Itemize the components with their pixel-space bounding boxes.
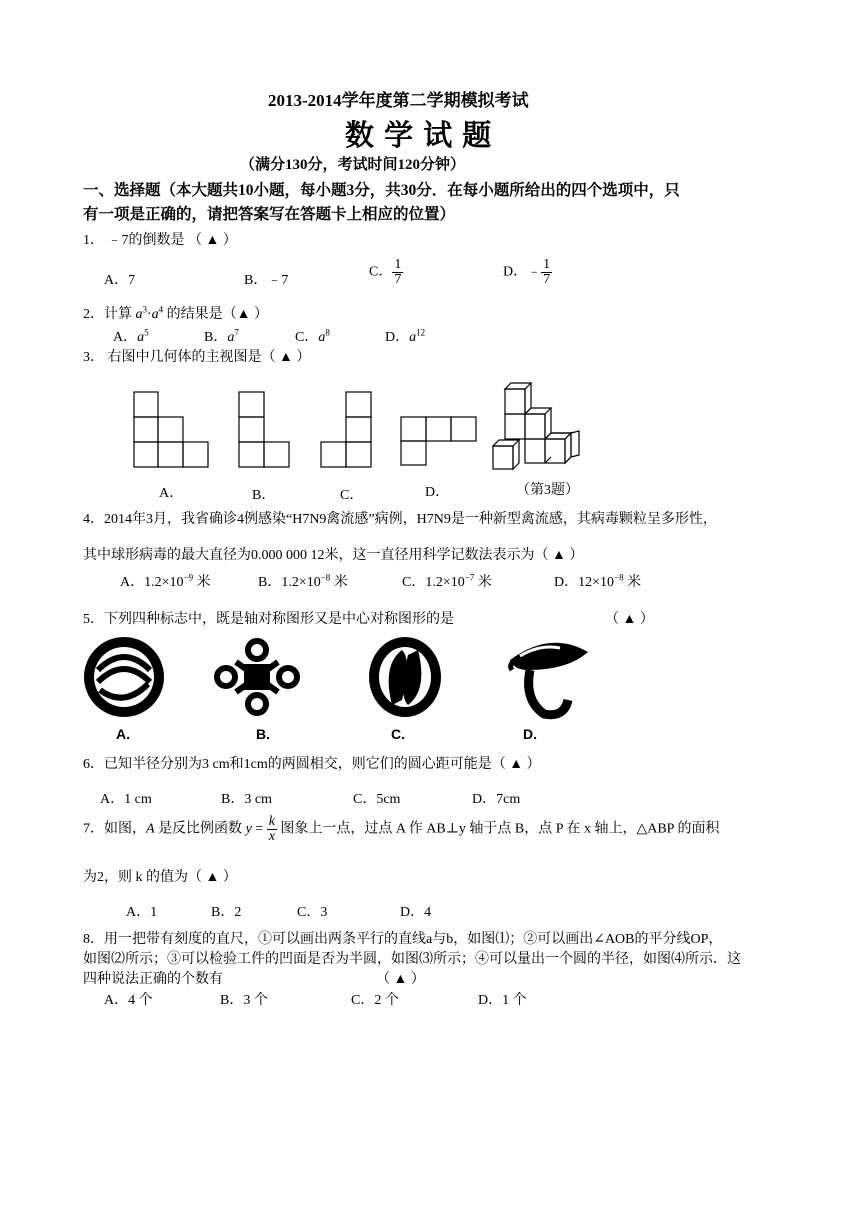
q2-option-d <box>385 326 425 346</box>
q2-b-exp: 7 <box>234 327 239 338</box>
q4-a-exp: −9 <box>183 572 194 583</box>
q6-option-d: D．7cm <box>472 792 521 807</box>
q2-b-label: B． <box>204 330 228 345</box>
q5-logo-a-icon <box>84 637 164 717</box>
q1-c-numerator: 1 <box>394 257 402 272</box>
q2-stem-post: 的结果是（▲ ） <box>163 307 269 322</box>
q4-d-exp: −8 <box>614 572 624 583</box>
q7-y: y <box>245 821 252 837</box>
q3-view-c-figure <box>321 392 371 467</box>
q2-base-a2: a <box>151 307 159 322</box>
q4-b-exp: −8 <box>320 572 331 583</box>
exam-year-title: 2013-2014学年度第二学期模拟考试 <box>268 91 529 110</box>
q4-c-exp: −7 <box>464 572 475 583</box>
q3-view-d-figure <box>401 417 476 465</box>
q5-option-d: D. <box>523 726 537 742</box>
q7-fraction <box>267 815 277 844</box>
q2-stem <box>83 303 268 323</box>
q2-stem-pre: 2．计算 <box>83 307 136 322</box>
q8-line2: 如图⑵所示；③可以检验工件的凹面是否为半圆，如图⑶所示；④可以量出一个圆的半径，如图⑷所示．这 <box>83 952 741 967</box>
q8-option-d: D．1 个 <box>478 993 527 1008</box>
q6-option-a: A．1 cm <box>100 792 152 807</box>
q6-stem: 6．已知半径分别为3 cm和1cm的两圆相交，则它们的圆心距可能是（ ▲ ） <box>83 757 541 772</box>
q1-option-c-label: C． <box>369 264 393 280</box>
q4-b-pre: B．1.2×10 <box>258 575 321 590</box>
q2-b-base: a <box>227 330 235 345</box>
q4-line1: 4．2014年3月，我省确诊4例感染“H7N9禽流感”病例，H7N9是一种新型禽流感，其病毒颗粒呈多形性， <box>83 512 717 527</box>
q5-logo-c-icon <box>369 637 441 717</box>
q1-option-a: A．7 <box>104 273 136 288</box>
q2-exp3: 3 <box>142 304 147 315</box>
q5-stem: 5．下列四种标志中，既是轴对称图形又是中心对称图形的是 <box>83 612 454 627</box>
q5-logo-b-icon <box>217 641 297 713</box>
q7-mid1: 是反比例函数 <box>154 821 246 837</box>
q2-a-label: A． <box>113 330 138 345</box>
q3-option-b: B． <box>252 488 276 503</box>
q4-b-post: 米 <box>330 575 348 590</box>
q1-option-d-fraction <box>541 258 552 287</box>
q2-c-base: a <box>318 330 326 345</box>
q3-option-c: C． <box>340 488 364 503</box>
q1-c-denominator: 7 <box>394 272 402 287</box>
section1-instruction-line1: 一、选择题（本大题共10小题，每小题3分，共30分．在每小题所给出的四个选项中，只 <box>83 182 680 199</box>
q5-option-b: B. <box>256 726 270 742</box>
q4-option-a <box>120 571 211 591</box>
q7-line1 <box>83 815 719 844</box>
q7-point-a: A <box>146 821 155 837</box>
q1-option-b: B．﹣7 <box>244 273 289 288</box>
q2-a-base: a <box>137 330 145 345</box>
q4-option-d <box>554 571 641 591</box>
q2-exp4: 4 <box>158 304 164 315</box>
q7-line2: 为2，则 k 的值为（ ▲ ） <box>83 870 237 885</box>
subject-title: 数 学 试 题 <box>345 118 492 152</box>
q6-option-b: B．3 cm <box>221 792 272 807</box>
q5-answer-mark: （ ▲ ） <box>605 612 654 627</box>
q2-d-label: D． <box>385 330 410 345</box>
q3-view-a-figure <box>134 392 208 467</box>
q4-d-post: 米 <box>623 575 642 590</box>
q5-logo-d-icon <box>510 643 588 715</box>
q7-option-d: D．4 <box>400 905 432 920</box>
q4-a-post: 米 <box>193 575 211 590</box>
q3-figure-caption: （第3题） <box>516 483 579 498</box>
q2-a-exp: 5 <box>144 327 149 338</box>
q6-option-c: C．5cm <box>353 792 401 807</box>
q1-option-c <box>369 258 403 287</box>
q8-line1: 8．用一把带有刻度的直尺，①可以画出两条平行的直线a与b，如图⑴；②可以画出∠AOB的平分线OP， <box>83 932 723 947</box>
q2-c-exp: 8 <box>325 327 330 338</box>
q2-c-label: C． <box>295 330 319 345</box>
q3-solid-figure <box>493 383 579 469</box>
q4-option-b <box>258 571 348 591</box>
q4-option-c <box>402 571 492 591</box>
q8-line3: 四种说法正确的个数有 <box>83 972 223 987</box>
exam-subtitle: （满分130分，考试时间120分钟） <box>240 157 466 173</box>
q1-option-d-label: D．﹣ <box>503 264 542 280</box>
q7-option-a: A．1 <box>126 905 158 920</box>
q3-option-d: D． <box>425 485 450 500</box>
q8-option-c: C．2 个 <box>351 993 399 1008</box>
q7-post: 图象上一点，过点 A 作 AB⊥y 轴于点 B，点 P 在 x 轴上，△ABP 的面积 <box>276 821 720 837</box>
q2-d-base: a <box>409 330 417 345</box>
q1-d-numerator: 1 <box>543 257 551 272</box>
q1-option-d <box>503 258 552 287</box>
q5-option-c: C. <box>391 726 405 742</box>
q8-answer-mark: （ ▲ ） <box>376 972 425 987</box>
q3-view-b-figure <box>239 392 289 467</box>
q1-option-c-fraction <box>392 258 403 287</box>
q4-c-post: 米 <box>474 575 492 590</box>
q7-k: k <box>268 814 275 829</box>
q7-option-c: C．3 <box>297 905 328 920</box>
q3-stem: 3． 右图中几何体的主视图是（ ▲ ） <box>83 350 311 365</box>
q4-a-pre: A．1.2×10 <box>120 575 184 590</box>
q2-option-c <box>295 326 330 346</box>
q2-d-exp: 12 <box>416 327 426 338</box>
q8-option-a: A．4 个 <box>104 993 153 1008</box>
q7-pre: 7．如图， <box>83 821 146 837</box>
q2-dot: · <box>147 307 152 322</box>
q4-line2: 其中球形病毒的最大直径为0.000 000 12米，这一直径用科学记数法表示为（ ▲ ） <box>83 548 584 563</box>
q3-option-a: A． <box>159 486 184 501</box>
q1-d-denominator: 7 <box>543 272 551 287</box>
q4-d-pre: D．12×10 <box>554 575 615 590</box>
section1-instruction-line2: 有一项是正确的，请把答案写在答题卡上相应的位置） <box>83 206 456 223</box>
q7-option-b: B．2 <box>211 905 242 920</box>
q4-c-pre: C．1.2×10 <box>402 575 465 590</box>
q1-stem: 1． ﹣7的倒数是 （ ▲ ） <box>83 233 237 248</box>
q7-x: x <box>268 829 275 844</box>
q8-option-b: B．3 个 <box>220 993 268 1008</box>
q2-option-b <box>204 326 239 346</box>
q2-base-a: a <box>135 307 143 322</box>
q7-eq: = <box>251 821 267 837</box>
q2-option-a <box>113 326 149 346</box>
q5-option-a: A. <box>116 726 130 742</box>
